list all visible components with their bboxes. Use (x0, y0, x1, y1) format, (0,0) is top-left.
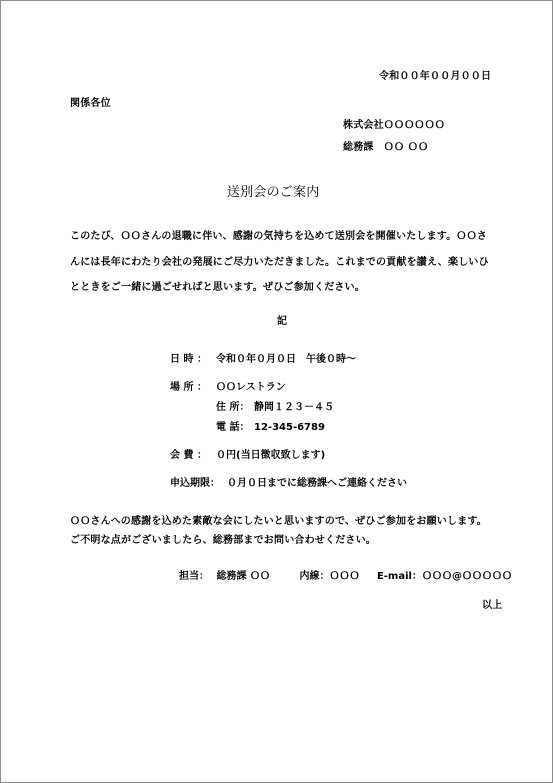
detail-fee-value: ０円(当日徴収致します) (216, 450, 326, 461)
detail-deadline (170, 474, 407, 489)
detail-address (216, 398, 334, 413)
document-title: 送別会のご案内 (227, 185, 320, 200)
contact-email: E-mail：ＯＯＯ@ＯＯＯＯＯ (376, 571, 512, 582)
detail-address-label: 住 所： (216, 402, 250, 413)
sender-company: 株式会社ＯＯＯＯＯＯ (343, 120, 445, 131)
contact-person: 総務課 ＯＯ (216, 571, 270, 582)
detail-place (170, 378, 286, 393)
detail-deadline-label: 申込期限： (170, 478, 220, 489)
detail-fee (170, 446, 325, 461)
detail-deadline-value: ０月０日までに総務課へご連絡ください (227, 478, 407, 489)
detail-fee-label: 会 費 ： (170, 450, 207, 461)
contact-extension: 内線：ＯＯＯ (299, 571, 360, 582)
detail-place-value: ＯＯレストラン (216, 382, 286, 393)
detail-phone-value: 12-345-6789 (254, 422, 325, 433)
contact-label: 担当： (179, 571, 209, 582)
document-date: 令和００年００月００日 (379, 71, 492, 82)
body-line: んには長年にわたり会社の発展にご尽力いただきました。これまでの貢献を讃え、楽しいひ (70, 257, 489, 268)
detail-date (170, 350, 356, 365)
detail-address-value: 静岡１２３－４５ (254, 402, 334, 413)
detail-date-value: 令和０年０月０日 午後０時～ (216, 354, 356, 365)
recipient: 関係各位 (70, 98, 111, 109)
detail-phone-label: 電 話： (216, 422, 250, 433)
detail-date-label: 日 時 ： (170, 354, 207, 365)
body-line: このたび、ＯＯさんの退職に伴い、感謝の気持ちを込めて送別会を開催いたします。ＯＯさ (70, 231, 487, 242)
contact-line (179, 567, 512, 582)
closing-line: ＯＯさんへの感謝を込めた素敵な会にしたいと思いますので、ぜひご参加をお願いします。 (70, 516, 487, 527)
detail-place-label: 場 所 ： (170, 382, 207, 393)
body-line: とときをご一緒に過ごせればと思います。ぜひご参加ください。 (70, 282, 365, 293)
detail-phone (216, 418, 325, 433)
end-mark: 以上 (482, 600, 503, 611)
sender-department: 総務課 ＯＯ ＯＯ (343, 142, 429, 153)
ki-heading: 記 (277, 316, 288, 327)
closing-line: ご不明な点がございましたら、総務部までお問い合わせください。 (70, 535, 376, 546)
